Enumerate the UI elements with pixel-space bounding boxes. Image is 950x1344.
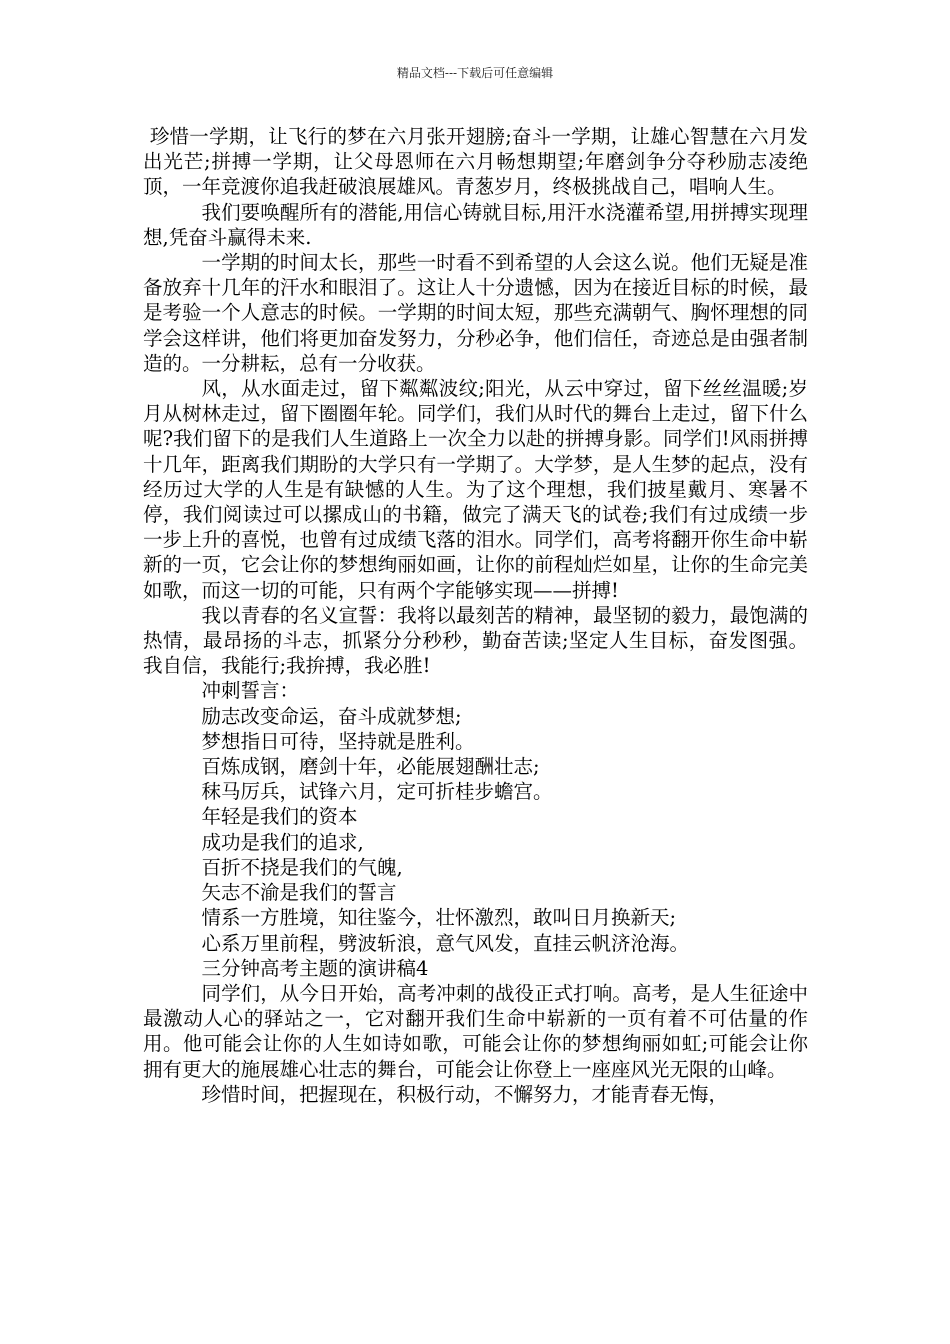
oath-line: 秣马厉兵，试锋六月，定可折桂步蟾宫。 <box>201 780 553 804</box>
paragraph: 我们要唤醒所有的潜能,用信心铸就目标,用汗水浇灌希望,用拼搏实现理想,凭奋斗赢得未来. <box>143 200 808 249</box>
paragraph: 珍惜时间，把握现在，积极行动，不懈努力，才能青春无悔， <box>201 1082 729 1106</box>
oath-line: 情系一方胜境，知往鉴今，壮怀激烈，敢叫日月换新天; <box>201 906 677 930</box>
oath-line: 年轻是我们的资本 <box>201 805 358 829</box>
oath-line: 矢志不渝是我们的誓言 <box>201 881 397 905</box>
oath-line: 励志改变命运，奋斗成就梦想; <box>201 704 462 728</box>
document-body <box>143 124 808 1107</box>
section-title: 三分钟高考主题的演讲稿4 <box>201 956 429 980</box>
oath-line: 百炼成钢，磨剑十年，必能展翅酬壮志; <box>201 755 540 779</box>
oath-line: 成功是我们的追求, <box>201 830 364 854</box>
paragraph: 同学们，从今日开始，高考冲刺的战役正式打响。高考，是人生征途中最激动人心的驿站之一，它对翻开我们生命中崭新的一页有着不可估量的作用。他可能会让你的人生如诗如歌，可能会让你的梦想绚丽如虹;可能会让你拥有更大的施展雄心壮志的舞台，可能会让你登上一座座风光无限的山峰。 <box>143 981 808 1081</box>
page-header: 精品文档---下载后可任意编辑 <box>396 66 554 80</box>
paragraph: 风，从水面走过，留下粼粼波纹;阳光，从云中穿过，留下丝丝温暖;岁月从树林走过，留下圈圈年轮。同学们，我们从时代的舞台上走过，留下什么呢?我们留下的是我们人生道路上一次全力以赴的拼搏身影。同学们!风雨拼搏十几年，距离我们期盼的大学只有一学期了。大学梦，是人生梦的起点，没有经历过大学的人生是有缺憾的人生。为了这个理想，我们披星戴月、寒暑不停，我们阅读过可以摞成山的书籍，做完了满天飞的试卷;我们有过成绩一步一步上升的喜悦，也曾有过成绩飞落的泪水。同学们，高考将翻开你生命中崭新的一页，它会让你的梦想绚丽如画，让你的前程灿烂如星，让你的生命完美如歌，而这一切的可能，只有两个字能够实现——拼搏! <box>143 377 808 602</box>
oath-heading: 冲刺誓言： <box>201 679 300 703</box>
oath-line: 百折不挠是我们的气魄, <box>201 855 403 879</box>
oath-line: 心系万里前程，劈波斩浪，意气风发，直挂云帆济沧海。 <box>201 931 690 955</box>
paragraph: 一学期的时间太长，那些一时看不到希望的人会这么说。他们无疑是准备放弃十几年的汗水和眼泪了。这让人十分遗憾，因为在接近目标的时候，最是考验一个人意志的时候。一学期的时间太短，那些充满朝气、胸怀理想的同学会这样讲，他们将更加奋发努力，分秒必争，他们信任，奇迹总是由强者制造的。一分耕耘，总有一分收获。 <box>143 251 808 375</box>
oath-line: 梦想指日可待，坚持就是胜利。 <box>201 729 475 753</box>
paragraph: 珍惜一学期，让飞行的梦在六月张开翅膀;奋斗一学期，让雄心智慧在六月发出光芒;拼搏一学期，让父母恩师在六月畅想期望;年磨剑争分夺秒励志凌绝顶，一年竞渡你追我赶破浪展雄风。青葱岁月，终极挑战自己，唱响人生。 <box>143 125 808 199</box>
paragraph: 我以青春的名义宣誓：我将以最刻苦的精神，最坚韧的毅力，最饱满的热情，最昂扬的斗志，抓紧分分秒秒，勤奋苦读;坚定人生目标，奋发图强。我自信，我能行;我拚搏，我必胜! <box>143 603 808 678</box>
